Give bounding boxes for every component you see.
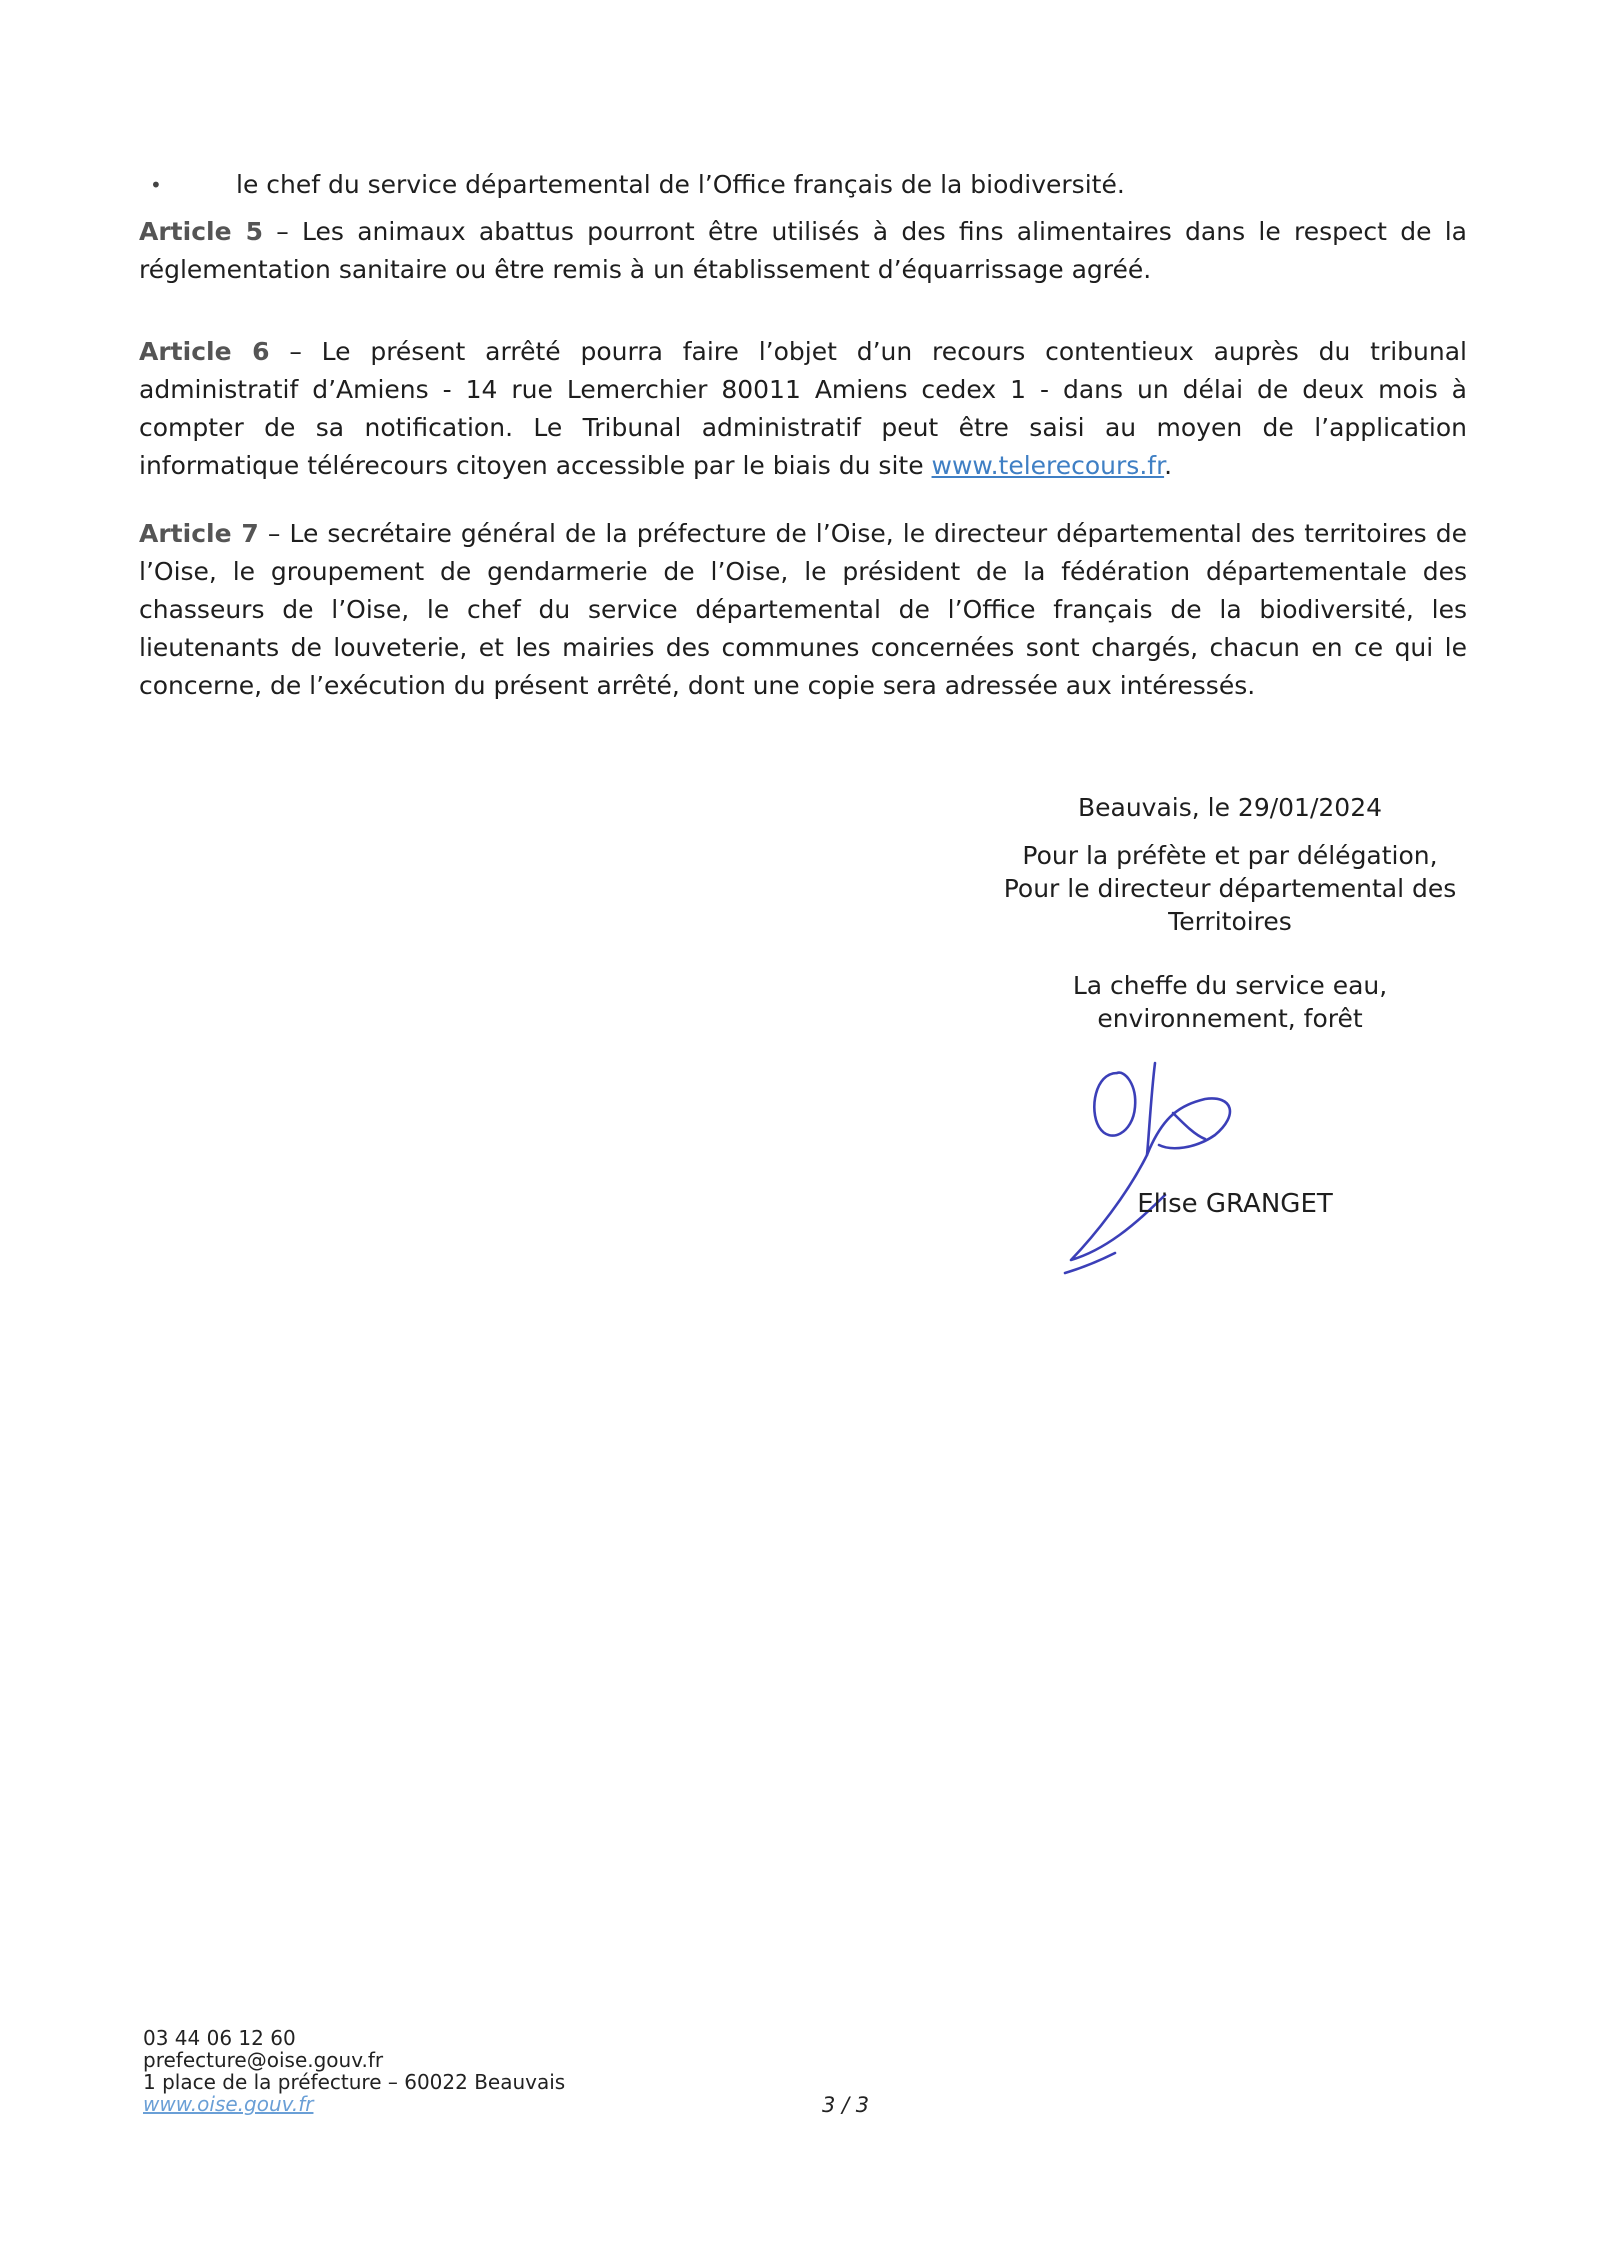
article-body: – Le présent arrêté pourra faire l’objet d’un recours contentieux auprès du tribunal administratif d’Amiens - 14 rue Lemerchier 80011 Amiens cedex 1 - dans un délai de deux mois à compter de sa notification. Le Tribunal administratif peut être saisi au moyen de l’application informatique télérecours citoyen accessible par le biais du site (139, 337, 1467, 480)
signatory-name: Elise GRANGET (1137, 1189, 1333, 1219)
place-date: Beauvais, le 29/01/2024 (1077, 793, 1383, 822)
signature-underline (1065, 1253, 1115, 1273)
role-block (960, 969, 1500, 1035)
article-label: Article 5 (139, 217, 263, 246)
telerecours-link[interactable]: www.telerecours.fr (931, 451, 1165, 480)
article-body-end: . (1164, 451, 1173, 480)
handwritten-signature (1055, 1055, 1315, 1295)
bullet-item-text: le chef du service départemental de l’Office français de la biodiversité. (236, 170, 1125, 199)
page-number: 3 / 3 (822, 2093, 870, 2117)
footer-phone: 03 44 06 12 60 (143, 2026, 296, 2050)
article-5 (139, 213, 1467, 289)
signature-cross (1173, 1113, 1205, 1139)
article-label: Article 6 (139, 337, 270, 366)
footer-contact (143, 2027, 565, 2115)
footer-address: 1 place de la préfecture – 60022 Beauvais (143, 2070, 566, 2094)
delegation-line: Territoires (1168, 907, 1292, 936)
delegation-line: Pour la préfète et par délégation, (1022, 841, 1438, 870)
signature-stem (1147, 1063, 1230, 1155)
article-body: – Le secrétaire général de la préfecture de l’Oise, le directeur départemental des territoires de l’Oise, le groupement de gendarmerie de l’Oise, le président de la fédération départementale des chasseurs de l’Oise, le chef du service départemental de l’Office français de la biodiversité, les lieutenants de louveterie, et les mairies des communes concernées sont chargés, chacun en ce qui le concerne, de l’exécution du présent arrêté, dont une copie sera adressée aux intéressés. (139, 519, 1467, 700)
role-line: environnement, forêt (1097, 1004, 1363, 1033)
signature-loop (1094, 1073, 1135, 1136)
footer-email: prefecture@oise.gouv.fr (143, 2048, 384, 2072)
delegation-line: Pour le directeur départemental des (1003, 874, 1457, 903)
bullet-icon: • (150, 173, 162, 197)
article-6 (139, 333, 1467, 485)
article-body: – Les animaux abattus pourront être utilisés à des fins alimentaires dans le respect de la réglementation sanitaire ou être remis à un établissement d’équarrissage agréé. (139, 217, 1468, 284)
signature-strokes (1065, 1063, 1230, 1273)
article-7 (139, 515, 1467, 705)
role-line: La cheffe du service eau, (1072, 971, 1388, 1000)
article-label: Article 7 (139, 519, 259, 548)
delegation-block (960, 839, 1500, 938)
footer-website-link[interactable]: www.oise.gouv.fr (143, 2092, 314, 2116)
